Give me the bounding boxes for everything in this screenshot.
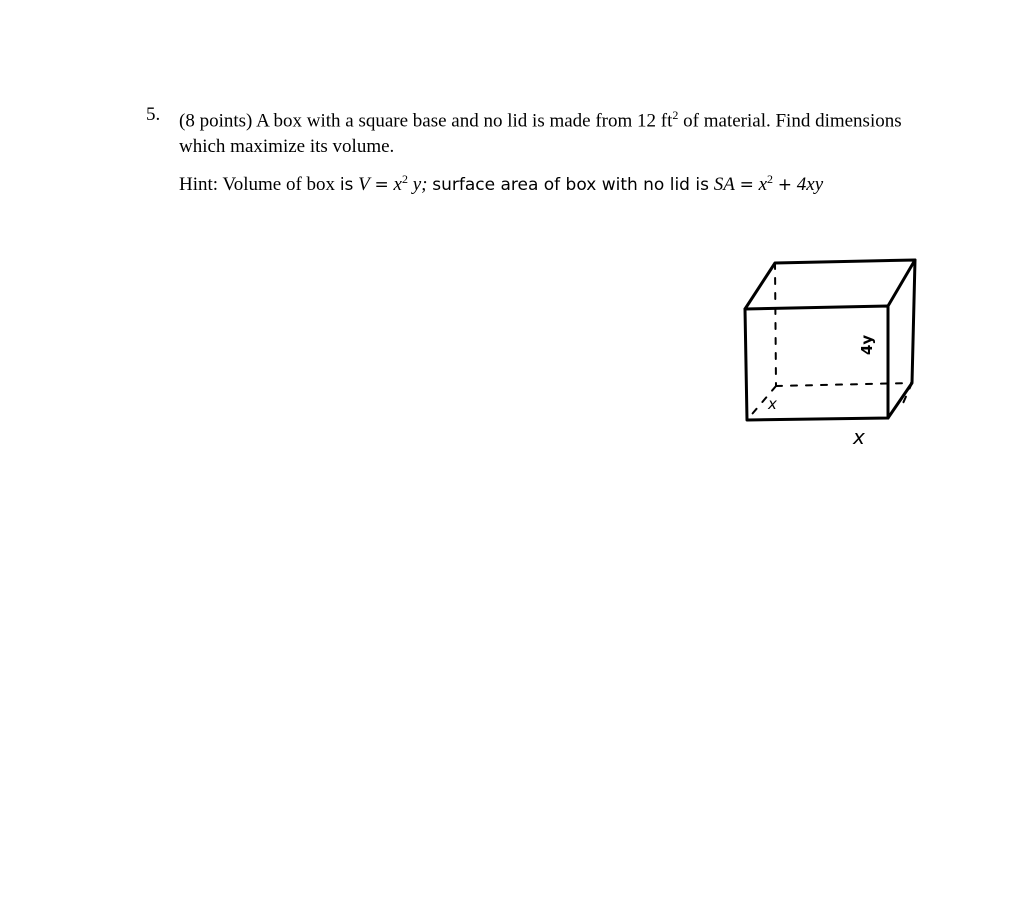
problem-number: 5. xyxy=(146,104,161,125)
hint-is-1: is xyxy=(339,175,354,195)
surface-area-exponent: 2 xyxy=(767,172,774,186)
label-width: x xyxy=(853,425,865,449)
surface-area-text: surface area of box with no lid is xyxy=(432,175,709,195)
problem-statement xyxy=(179,102,924,160)
box-front-face xyxy=(745,306,888,420)
volume-equals: = xyxy=(374,175,389,195)
problem-points: (8 points) xyxy=(179,110,253,132)
hint-line xyxy=(179,166,939,198)
surface-area-equals: = xyxy=(739,175,754,195)
statement-part-1: A box with a square base and no lid is made from 12 ft xyxy=(256,110,673,132)
surface-area-lhs: SA xyxy=(713,174,735,195)
label-height: 4y xyxy=(858,334,876,355)
statement-part-2: of material. Find dimensions which maximize its volume. xyxy=(179,110,902,158)
volume-exponent: 2 xyxy=(401,172,408,186)
surface-area-x: x xyxy=(758,174,768,195)
volume-lhs: V xyxy=(358,174,370,195)
box-diagram xyxy=(735,250,935,460)
hint-label: Hint: Volume of box xyxy=(179,174,336,195)
area-unit-exponent: 2 xyxy=(672,108,679,122)
volume-x: x xyxy=(393,174,402,195)
surface-area-plus: + xyxy=(777,175,793,195)
volume-y: y; xyxy=(412,174,428,195)
label-depth: x xyxy=(768,395,777,413)
surface-area-rest: 4xy xyxy=(796,174,824,195)
